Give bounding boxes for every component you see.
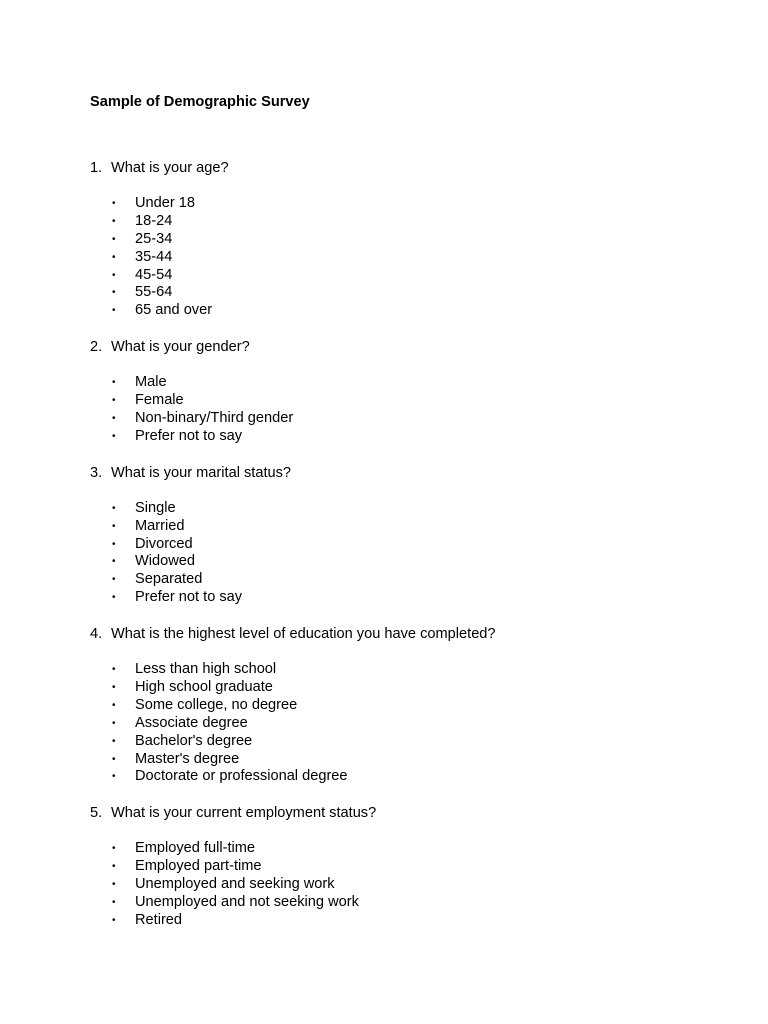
question-text: What is your current employment status? [111, 805, 377, 822]
answer-option-label: Under 18 [135, 195, 196, 211]
question-number: 5. [90, 805, 103, 822]
answer-options [90, 374, 710, 446]
question-line [90, 159, 710, 177]
answer-option-label: High school graduate [135, 679, 273, 696]
bullet-icon: • [112, 771, 116, 783]
answer-option-label: Widowed [135, 553, 196, 570]
answer-option-label: Divorced [135, 535, 193, 552]
answer-option [90, 571, 710, 589]
answer-option [90, 267, 710, 285]
question-number: 3. [90, 464, 103, 481]
answer-option-label: Associate degree [135, 714, 248, 731]
question-text: What is your marital status? [111, 464, 292, 481]
answer-option-label: Married [135, 517, 185, 534]
answer-option-label: Male [135, 374, 167, 391]
answer-option [90, 751, 710, 769]
bullet-icon: • [112, 879, 116, 891]
bullet-icon: • [112, 305, 116, 317]
bullet-icon: • [112, 233, 116, 245]
answer-option [90, 249, 710, 267]
survey-question [90, 159, 710, 320]
answer-option [90, 768, 710, 786]
question-text: What is your age? [111, 160, 229, 176]
question-number: 4. [90, 626, 103, 643]
answer-option [90, 302, 710, 320]
question-text: What is the highest level of education you have completed? [111, 626, 496, 643]
bullet-icon: • [112, 502, 116, 514]
question-line [90, 625, 710, 643]
bullet-icon: • [112, 897, 116, 909]
survey-question [90, 625, 710, 786]
answer-option-label: Single [135, 499, 176, 516]
survey-question [90, 338, 710, 446]
answer-option-label: 35-44 [135, 248, 173, 265]
answer-option-label: Unemployed and seeking work [135, 876, 335, 893]
answer-option [90, 500, 710, 518]
answer-option-label: Some college, no degree [135, 696, 298, 713]
answer-option [90, 518, 710, 536]
bullet-icon: • [112, 753, 116, 765]
bullet-icon: • [112, 556, 116, 568]
survey-question [90, 464, 710, 607]
answer-option [90, 840, 710, 858]
answer-option [90, 553, 710, 571]
bullet-icon: • [112, 520, 116, 532]
question-number: 2. [90, 339, 103, 356]
answer-option-label: Unemployed and not seeking work [135, 894, 359, 911]
bullet-icon: • [112, 664, 116, 676]
bullet-icon: • [112, 735, 116, 747]
bullet-icon: • [112, 251, 116, 263]
bullet-icon: • [112, 430, 116, 442]
answer-option [90, 876, 710, 894]
answer-option-label: Retired [135, 911, 183, 928]
bullet-icon: • [112, 269, 116, 281]
answer-option-label: 25-34 [135, 230, 173, 247]
answer-option [90, 536, 710, 554]
answer-option [90, 679, 710, 697]
question-list [90, 159, 710, 930]
bullet-icon: • [112, 215, 116, 227]
answer-option-label: Less than high school [135, 661, 277, 678]
bullet-icon: • [112, 717, 116, 729]
answer-option-label: 65 and over [135, 302, 213, 319]
answer-option-label: Separated [135, 571, 203, 588]
bullet-icon: • [112, 914, 116, 926]
answer-option [90, 284, 710, 302]
answer-option [90, 912, 710, 930]
answer-option-label: 55-64 [135, 284, 173, 301]
answer-option [90, 733, 710, 751]
bullet-icon: • [112, 592, 116, 604]
answer-option [90, 231, 710, 249]
answer-option-label: Master's degree [135, 750, 240, 767]
answer-option [90, 428, 710, 446]
answer-option [90, 589, 710, 607]
answer-option-label: Employed full-time [135, 840, 256, 857]
answer-option [90, 697, 710, 715]
bullet-icon: • [112, 538, 116, 550]
answer-option [90, 374, 710, 392]
bullet-icon: • [112, 395, 116, 407]
survey-question [90, 804, 710, 929]
answer-option-label: 18-24 [135, 212, 173, 229]
answer-options [90, 661, 710, 786]
bullet-icon: • [112, 843, 116, 855]
answer-option-label: Bachelor's degree [135, 732, 253, 749]
answer-options [90, 840, 710, 929]
answer-option [90, 858, 710, 876]
bullet-icon: • [112, 198, 116, 209]
question-text: What is your gender? [111, 339, 250, 356]
answer-option [90, 715, 710, 733]
answer-option [90, 410, 710, 428]
question-line [90, 464, 710, 482]
answer-options [90, 195, 710, 320]
answer-option-label: Employed part-time [135, 858, 262, 875]
question-number: 1. [90, 160, 103, 176]
bullet-icon: • [112, 574, 116, 586]
question-line [90, 338, 710, 356]
answer-option [90, 213, 710, 231]
answer-option [90, 392, 710, 410]
bullet-icon: • [112, 413, 116, 425]
answer-option-label: 45-54 [135, 266, 173, 283]
answer-option-label: Prefer not to say [135, 589, 243, 606]
bullet-icon: • [112, 287, 116, 299]
answer-option [90, 894, 710, 912]
answer-option-label: Female [135, 392, 184, 409]
answer-options [90, 500, 710, 607]
bullet-icon: • [112, 377, 116, 389]
bullet-icon: • [112, 699, 116, 711]
answer-option-label: Non-binary/Third gender [135, 410, 294, 427]
answer-option-label: Prefer not to say [135, 427, 243, 444]
bullet-icon: • [112, 861, 116, 873]
answer-option-label: Doctorate or professional degree [135, 768, 348, 785]
document-title: Sample of Demographic Survey [90, 94, 310, 110]
question-line [90, 804, 710, 822]
bullet-icon: • [112, 682, 116, 694]
answer-option [90, 661, 710, 679]
answer-option [90, 195, 710, 213]
